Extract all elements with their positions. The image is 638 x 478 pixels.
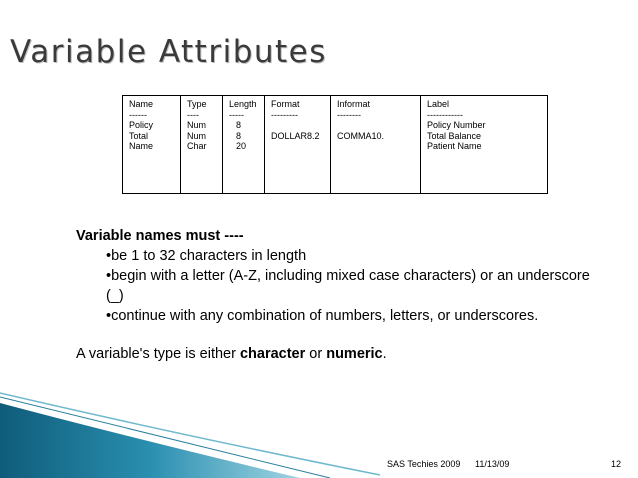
table-cell: Num [187, 130, 207, 141]
table-cell: Char [187, 141, 207, 151]
table-cell: COMMA10. [337, 130, 385, 141]
rule-bullet: •continue with any combination of numbers, letters, or underscores. [106, 308, 539, 324]
column-header: Name [129, 99, 154, 109]
type-numeric: numeric [326, 346, 383, 362]
column-divider: --------- [271, 109, 298, 120]
table-cell: Policy Number [427, 120, 486, 130]
column-header: Label [427, 99, 450, 109]
table-cell: Policy [129, 120, 154, 130]
column-informat [331, 96, 421, 193]
footer-date: 11/13/09 [475, 459, 510, 469]
table-cell: Total Balance [427, 130, 482, 141]
column-header: Length [229, 99, 257, 109]
column-type [181, 96, 223, 193]
type-sentence-middle: or [305, 346, 327, 362]
table-cell [271, 141, 330, 152]
table-cell [337, 141, 420, 152]
column-header: Type [187, 99, 207, 109]
type-character: character [239, 346, 306, 362]
type-sentence-suffix: . [382, 346, 387, 362]
column-divider: ----- [229, 109, 244, 120]
column-divider: -------- [337, 109, 361, 120]
rules-heading: Variable names must ---- [76, 228, 244, 244]
table-cell: Total [129, 130, 149, 141]
slide-body [76, 226, 596, 364]
column-name [123, 96, 181, 193]
table-cell: DOLLAR8.2 [271, 130, 320, 141]
table-cell: 8 [236, 120, 242, 130]
column-divider: ---- [187, 109, 199, 120]
table-cell [337, 120, 420, 131]
column-divider: ------------ [427, 109, 463, 120]
column-header: Format [271, 99, 300, 109]
rule-bullet: •be 1 to 32 characters in length [106, 248, 307, 264]
table-cell: 20 [236, 141, 247, 151]
type-sentence [76, 344, 596, 364]
rule-bullet: •begin with a letter (A-Z, including mixed case characters) or an underscore (_) [106, 268, 590, 304]
column-length [223, 96, 265, 193]
slide-title: Variable Attributes [10, 34, 327, 70]
table-cell: Patient Name [427, 141, 482, 151]
column-format [265, 96, 331, 193]
column-header: Informat [337, 99, 371, 109]
decorative-swoosh [0, 385, 638, 478]
table-cell: Name [129, 141, 154, 151]
column-divider: ------ [129, 109, 147, 120]
table-cell: 8 [236, 130, 242, 141]
page-number: 12 [611, 459, 622, 469]
type-sentence-prefix: A variable's type is either [76, 346, 240, 362]
table-cell [271, 120, 330, 131]
table-cell: Num [187, 120, 207, 130]
column-label [421, 96, 547, 193]
variable-attributes-table [122, 95, 548, 194]
swoosh-band [0, 403, 300, 478]
footer-organization: SAS Techies 2009 [387, 459, 461, 469]
